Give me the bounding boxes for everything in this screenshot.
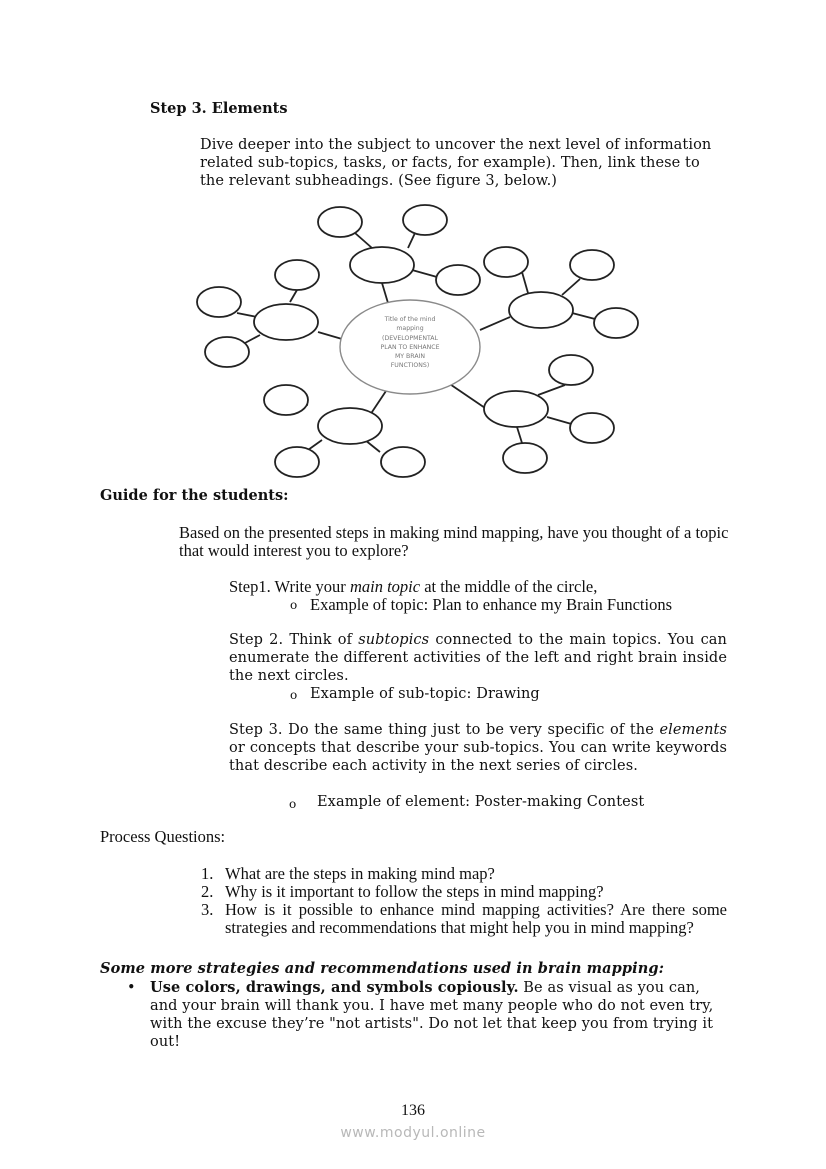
bullet-icon: • (127, 980, 136, 996)
question-text: What are the steps in making mind map? (225, 864, 495, 883)
strategies-heading: Some more strategies and recommendations used in brain mapping: (100, 960, 665, 977)
process-heading: Process Questions: (100, 827, 226, 846)
step1-example: Example of topic: Plan to enhance my Brain Functions (310, 595, 673, 614)
center-label-line: PLAN TO ENHANCE (380, 343, 440, 351)
circle-bullet-icon: o (289, 797, 297, 811)
center-label-line: MY BRAIN (394, 353, 426, 361)
step2-prefix: Step 2. Think of (229, 632, 359, 648)
mind-map-figure (190, 195, 650, 485)
center-label-line: FUNCTIONS) (390, 362, 430, 370)
process-question (201, 883, 727, 901)
strategy-item (150, 979, 730, 1051)
step3-suffix: or concepts that describe your sub-topics. You can write keywords that describe each activity in the next series of circles. (229, 740, 727, 774)
question-number: 3. (201, 900, 214, 919)
step3-example: Example of element: Poster-making Contest (317, 794, 645, 810)
center-topic-label (340, 315, 480, 371)
strategy-text: Be as visual as you can, and your brain will thank you. I have met many people who do not even try, with the excuse they’re "not artists". Do not let that keep you from trying it out! (150, 980, 714, 1050)
center-label-line: (DEVELOPMENTAL (382, 334, 438, 342)
guide-step1 (229, 578, 729, 596)
guide-step3 (229, 721, 727, 775)
circle-bullet-icon: o (290, 598, 298, 612)
step1-prefix: Step1. Write your (229, 577, 350, 596)
watermark: www.modyul.online (340, 1125, 486, 1141)
strategy-lead: Use colors, drawings, and symbols copiously. (150, 979, 519, 996)
question-text: Why is it important to follow the steps in mind mapping? (225, 882, 604, 901)
step3-emphasis: elements (659, 722, 727, 738)
step2-example: Example of sub-topic: Drawing (310, 686, 540, 702)
process-question (201, 865, 727, 883)
section-heading: Step 3. Elements (150, 100, 288, 117)
step1-suffix: at the middle of the circle, (420, 577, 598, 596)
process-question (201, 901, 727, 937)
step2-emphasis: subtopics (358, 632, 430, 648)
step3-prefix: Step 3. Do the same thing just to be very specific of the (229, 722, 660, 738)
guide-step2 (229, 631, 727, 685)
step2-suffix: connected to the main topics. You can enumerate the different activities of the left and right brain inside the next circles. (229, 632, 727, 684)
question-number: 2. (201, 882, 214, 901)
process-questions-list (201, 865, 727, 937)
circle-bullet-icon: o (290, 688, 298, 702)
guide-heading: Guide for the students: (100, 487, 289, 504)
center-label-line: Title of the mind (384, 316, 436, 323)
question-text: How is it possible to enhance mind mapping activities? Are there some strategies and recommendations that might help you in mind mapping? (225, 900, 727, 937)
section-intro: Dive deeper into the subject to uncover the next level of information related sub-topics, tasks, or facts, for example). Then, link these to the relevant subheadings. (See figure 3, below.) (200, 137, 712, 189)
center-label-line: mapping (396, 325, 424, 333)
step1-emphasis: main topic (349, 577, 421, 596)
question-number: 1. (201, 864, 214, 883)
guide-intro: Based on the presented steps in making mind mapping, have you thought of a topic that would interest you to explore? (179, 523, 729, 560)
page-number: 136 (401, 1102, 425, 1119)
